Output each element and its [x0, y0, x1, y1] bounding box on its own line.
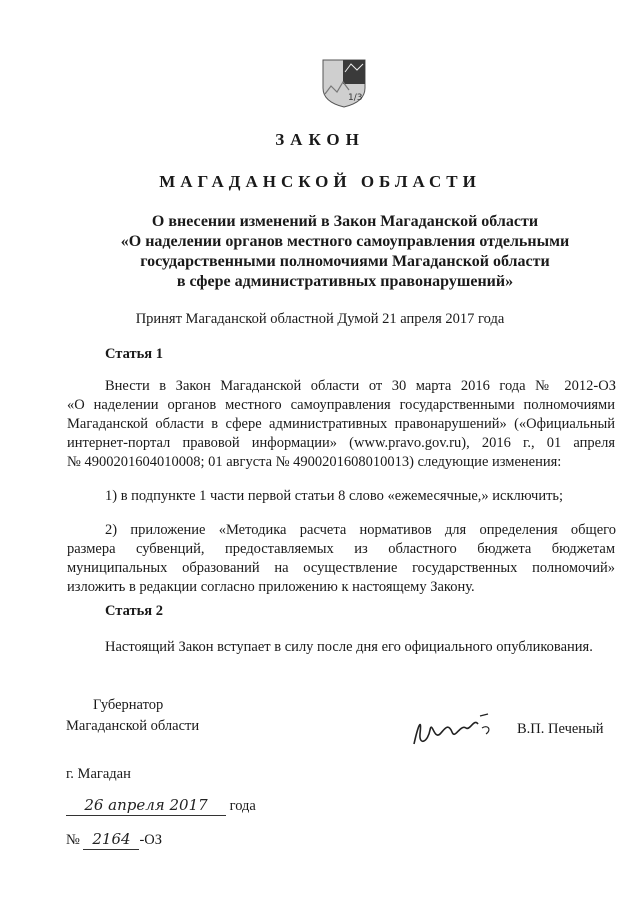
date-suffix: года	[229, 798, 256, 814]
heading-line: государственными полномочиями Магаданской области	[140, 253, 550, 270]
signer-name: В.П. Печеный	[517, 721, 604, 737]
governor-region: Магаданской области	[66, 718, 200, 734]
article-1-item-2-line: муниципальных образований на осуществление государственных полномочий»	[67, 560, 615, 576]
article-1-item-2-line: изложить в редакции согласно приложению к настоящему Закону.	[67, 579, 475, 595]
number-suffix: -ОЗ	[139, 832, 163, 848]
article-1-line: «О наделении органов местного самоуправления государственными полномочиями	[67, 397, 615, 413]
article-1-line: Внести в Закон Магаданской области от 30 марта 2016 года № 2012-ОЗ	[105, 378, 616, 394]
svg-text:1/3: 1/3	[348, 93, 363, 103]
article-2-text: Настоящий Закон вступает в силу после дня его официального опубликования.	[105, 639, 593, 655]
article-1-line: интернет-портал правовой информации» (www.pravo.gov.ru), 2016 г., 01 апреля	[67, 435, 615, 451]
article-1-title: Статья 1	[105, 346, 163, 362]
number-prefix: №	[66, 832, 80, 848]
article-1-item-2-line: размера субвенций, предоставляемых из областного бюджета бюджетам	[67, 541, 615, 557]
city: г. Магадан	[66, 766, 131, 782]
adoption-note: Принят Магаданской областной Думой 21 апреля 2017 года	[135, 311, 505, 327]
article-1-line: № 4900201604010008; 01 августа № 4900201608010013) следующие изменения:	[67, 454, 562, 470]
heading-line: О внесении изменений в Закон Магаданской области	[151, 213, 539, 230]
article-1-item-1: 1) в подпункте 1 части первой статьи 8 слово «ежемесячные,» исключить;	[105, 488, 564, 504]
law-heading	[60, 212, 630, 292]
article-1-item-2-line: 2) приложение «Методика расчета нормативов для определения общего	[105, 522, 616, 538]
article-2-title: Статья 2	[105, 603, 163, 619]
article-1-line: Магаданской области в сфере административных правонарушений» («Официальный	[67, 416, 615, 432]
signing-date	[66, 796, 286, 816]
heading-line: в сфере административных правонарушений»	[176, 273, 514, 290]
handwritten-number: 2164	[92, 830, 131, 848]
law-number	[66, 830, 162, 850]
heading-line: «О наделении органов местного самоуправления отдельными	[120, 233, 570, 250]
coat-of-arms-icon	[321, 58, 367, 108]
governor-title: Губернатор	[93, 697, 164, 713]
signature-icon	[408, 704, 500, 754]
handwritten-date: 26 апреля 2017	[84, 796, 208, 814]
region-title: МАГАДАНСКОЙ ОБЛАСТИ	[159, 172, 481, 191]
law-title: ЗАКОН	[275, 130, 365, 149]
